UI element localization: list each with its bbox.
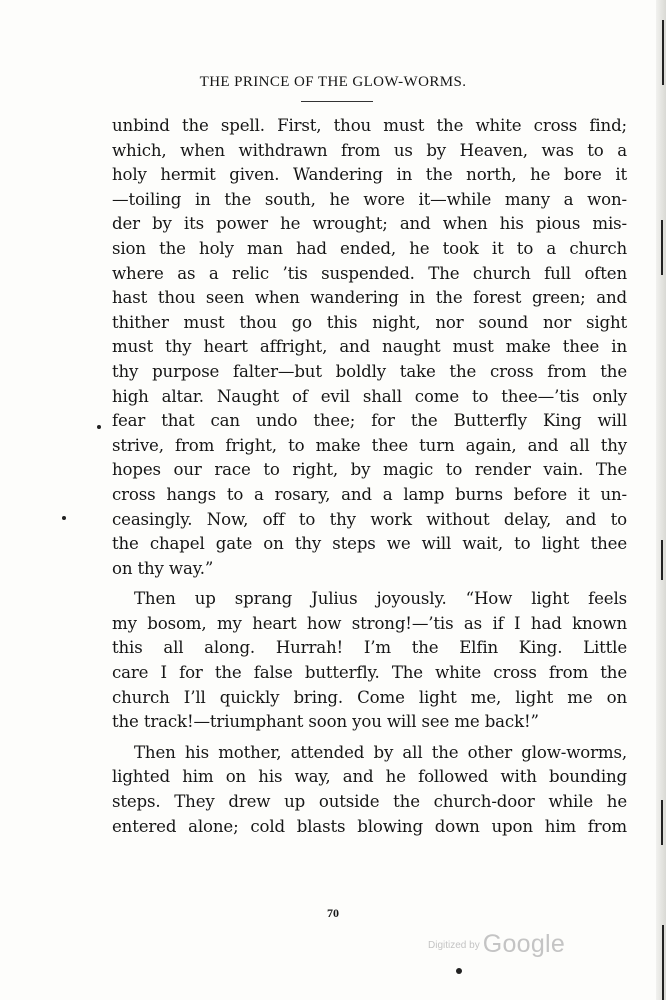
text-line: the chapel gate on thy steps we will wait, to light thee [112,534,627,554]
watermark-prefix: Digitized by [428,940,480,951]
ink-speck [97,425,101,429]
text-line: my bosom, my heart how strong!—’tis as if I had known [112,613,627,633]
text-line: on thy way.” [112,558,214,578]
page-number: 70 [327,906,339,920]
page-edge [656,0,666,1000]
text-line: the track!—triumphant soon you will see me back!” [112,712,539,732]
text-line: ceasingly. Now, off to thy work without delay, and to [112,509,627,529]
text-line: thither must thou go this night, nor sound nor sight [112,312,627,332]
text-line: entered alone; cold blasts blowing down upon him from [112,816,627,836]
text-line: hopes our race to right, by magic to render vain. The [112,460,627,480]
running-head: THE PRINCE OF THE GLOW-WORMS. [199,74,467,90]
text-line: Then up sprang Julius joyously. “How light feels [134,589,627,609]
text-line: church I’ll quickly bring. Come light me, light me on [112,687,627,707]
edge-mark [662,925,664,1000]
edge-mark [661,800,663,845]
text-line: strive, from fright, to make thee turn again, and all thy [112,435,627,455]
text-line: lighted him on his way, and he followed with bounding [112,767,627,787]
text-line: unbind the spell. First, thou must the white cross find; [112,116,627,135]
text-line: sion the holy man had ended, he took it to a church [112,238,627,258]
watermark-brand: Google [482,930,566,958]
text-line: steps. They drew up outside the church-door while he [112,792,627,812]
text-line: where as a relic ’tis suspended. The church full often [112,263,627,283]
text-line: must thy heart affright, and naught must make thee in [112,337,627,357]
edge-mark [661,220,663,275]
edge-mark [661,540,663,580]
ink-speck [456,968,462,974]
text-line: this all along. Hurrah! I’m the Elfin King. Little [112,638,627,658]
text-line: holy hermit given. Wandering in the north, he bore it [112,165,627,185]
head-rule [301,101,373,102]
ink-speck [62,516,66,520]
digitized-watermark [428,930,565,959]
text-line: fear that can undo thee; for the Butterfly King will [112,411,627,431]
body-text [112,114,627,839]
text-line: thy purpose falter—but boldly take the cross from the [112,361,627,381]
text-line: care I for the false butterfly. The white cross from the [112,663,627,683]
text-line: —toiling in the south, he wore it—while many a won- [112,189,627,209]
text-line: high altar. Naught of evil shall come to thee—’tis only [112,386,627,406]
text-line: hast thou seen when wandering in the forest green; and [112,288,627,308]
text-line: cross hangs to a rosary, and a lamp burns before it un- [112,484,627,504]
text-line: which, when withdrawn from us by Heaven, was to a [112,140,627,160]
text-line: Then his mother, attended by all the other glow-worms, [134,742,627,762]
text-line: der by its power he wrought; and when his pious mis- [112,214,627,234]
